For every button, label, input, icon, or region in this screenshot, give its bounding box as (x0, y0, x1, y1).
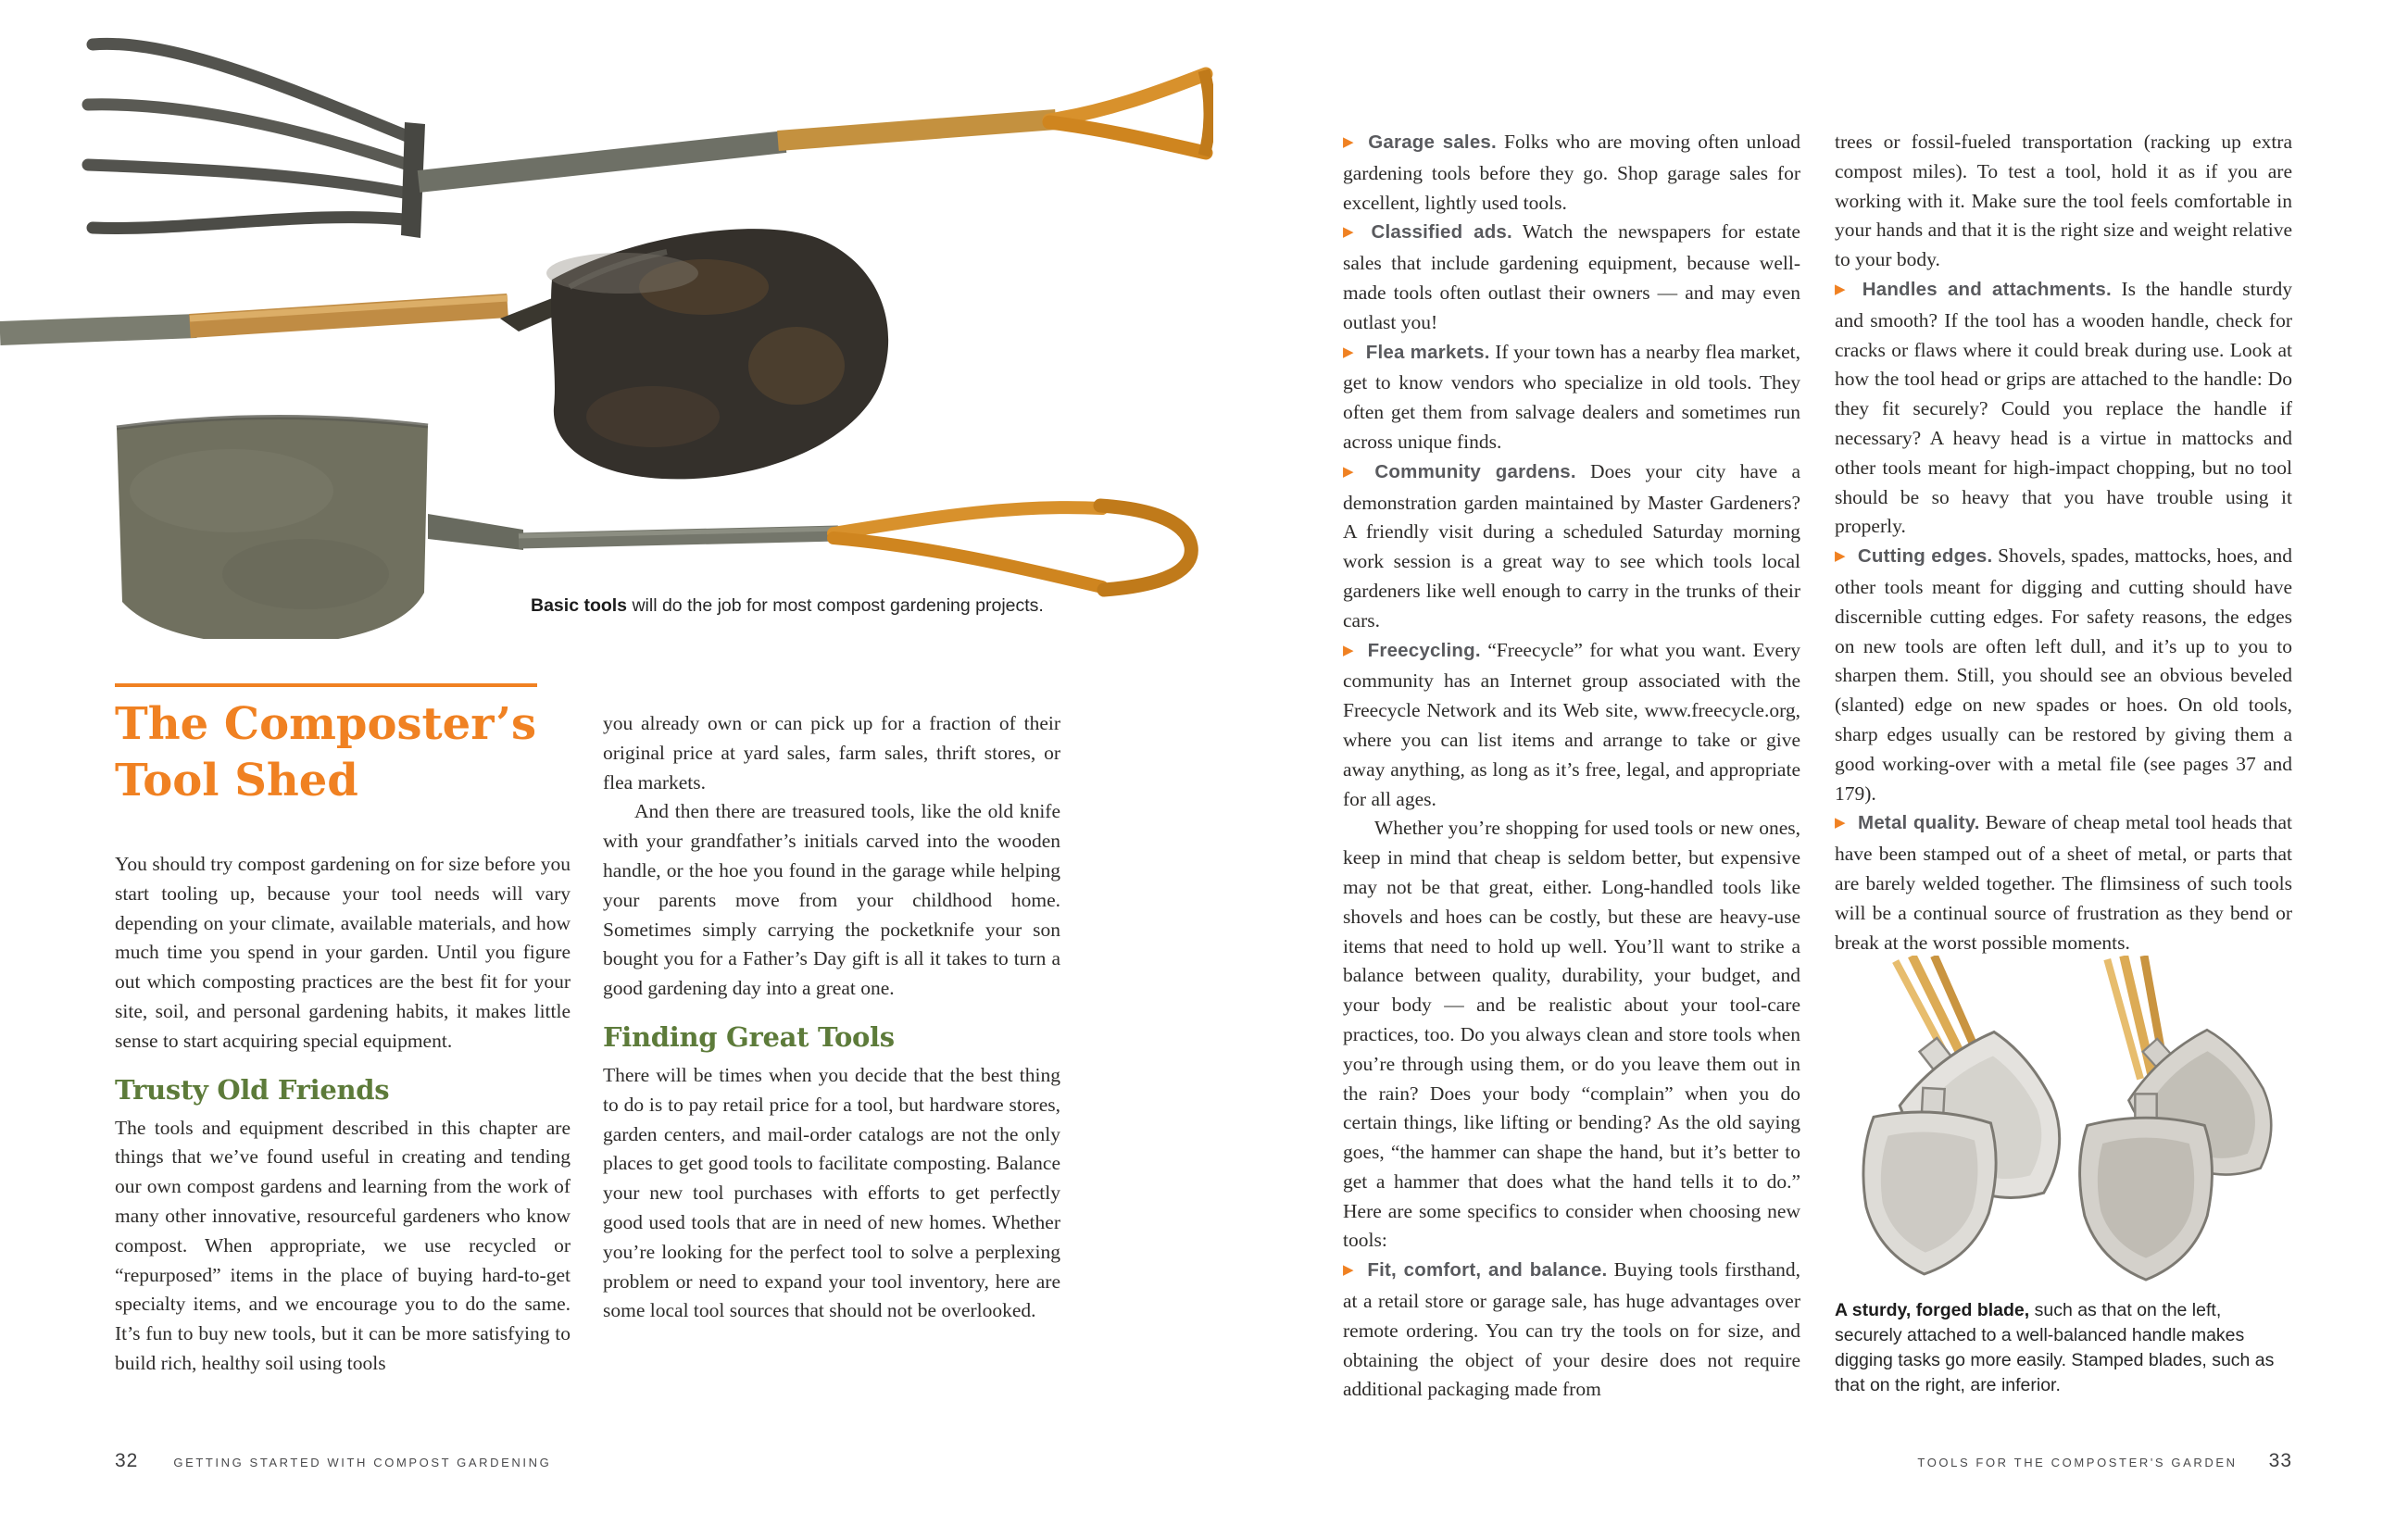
bullet-fit-comfort-balance (1343, 1256, 1800, 1405)
pitchfork (88, 44, 1210, 238)
illustration-caption (1835, 1298, 2277, 1398)
bullet-lead: Fit, comfort, and balance. (1367, 1259, 1608, 1282)
bullet-text: Does your city have a demonstration garden maintained by Master Gardeners? A friendly visit during a scheduled Saturday morning work session is a great way to see which tools local gardeners like well enough to carry in the trunks of their cars. (1343, 459, 1801, 631)
bullet-lead: Garage sales. (1368, 131, 1497, 153)
right-page-column-2 (1835, 128, 2292, 957)
bullet-handles-attachments (1835, 275, 2292, 542)
left-page-number: 32 (115, 1450, 139, 1471)
bullet-triangle-icon: ▶ (1343, 1261, 1356, 1279)
bullet-metal-quality (1835, 808, 2292, 957)
bullet-lead: Community gardens. (1374, 460, 1576, 482)
bullet-triangle-icon: ▶ (1343, 343, 1354, 360)
bullet-flea-markets (1343, 338, 1800, 457)
bullet-lead: Handles and attachments. (1862, 278, 2112, 300)
stamped-blade-group (2080, 956, 2301, 1280)
intro-paragraph: You should try compost gardening on for size before you start tooling up, because your tool needs will vary depending on your climate, available materials, and how much time you spend in your garden. Until you figure out which composting practices are the best fit for your site, soil, and personal gardening habits, it makes little sense to start acquiring special equipment. (115, 853, 571, 1052)
bullet-freecycling (1343, 636, 1800, 815)
bullet-classified-ads (1343, 218, 1800, 337)
bullet-text: If your town has a nearby flea market, get to know vendors who specialize in old tools. They often get them from salvage dealers and sometimes run across unique finds. (1343, 340, 1800, 453)
col2-paragraph-2: And then there are treasured tools, like the old knife with your grandfather’s initials carved into the wooden handle, or the hoe you found in the garage while helping your parents move from your childhood home. Sometimes simply carrying the pocketknife your son bought you for a Father’s Day gift is all it takes to turn a good gardening day into a great one. (603, 800, 1060, 1000)
bullet-lead: Metal quality. (1858, 812, 1980, 834)
bullet-text: Buying tools firsthand, at a retail store or garage sale, has huge advantages over remote ordering. You can try the tools on for size, and obtaining the object of your desire does not require additional packaging made from (1343, 1258, 1800, 1401)
bullet-triangle-icon: ▶ (1343, 133, 1357, 150)
right-running-title: TOOLS FOR THE COMPOSTER'S GARDEN (1917, 1456, 2238, 1469)
continuation-paragraph: trees or fossil-fueled transportation (racking up extra compost miles). To test a tool, hold it as if you are working with it. Make sure the tool feels comfortable in your hands and that it is the right size and weight relative to your body. (1835, 131, 2292, 271)
trusty-paragraph: The tools and equipment described in this chapter are things that we’ve found useful in creating and tending our own compost gardens and learning from the work of many other innovative, resourceful gardeners who know compost. When appropriate, we use recycled or “repurposed” items in the place of buying hard-to-get specialty items, and we encourage you to do the same. It’s fun to buy new tools, but it can be more satisfying to build rich, healthy soil using tools (115, 1116, 571, 1374)
bullet-triangle-icon: ▶ (1835, 280, 1850, 297)
left-running-title: GETTING STARTED WITH COMPOST GARDENING (173, 1456, 552, 1469)
illustration-caption-text: such as that on the left, securely attached to a well-balanced handle makes digging tasks go more easily. Stamped blades, such as that on the right, are inferior. (1835, 1300, 2275, 1395)
photo-caption-lead: Basic tools (531, 595, 628, 616)
left-page-column-1 (115, 850, 571, 1379)
bullet-community-gardens (1343, 457, 1800, 636)
illustration-caption-lead: A sturdy, forged blade, (1835, 1300, 2030, 1320)
bullet-text: Is the handle sturdy and smooth? If the tool has a wooden handle, check for cracks or flaws where it could break during use. Look at how the tool head or grips are attached to the handle: Do they fit securely? Could you replace the handle if necessary? A heavy head is a virtue in mattocks and other tools meant for high-impact chopping, but no tool should be so heavy that you have trouble using it properly. (1835, 277, 2292, 538)
garden-tools-photo (0, 9, 1213, 639)
title-rule (115, 683, 537, 687)
right-page-column-1 (1343, 128, 1800, 1405)
bullet-text: Watch the newspapers for estate sales that include gardening equipment, because well-made tools often outlast their owners — and may even outlast you! (1343, 220, 1800, 333)
bullet-cutting-edges (1835, 542, 2292, 808)
chapter-title (115, 696, 550, 809)
chapter-title-line1: The Composter’s (115, 698, 536, 750)
shopping-paragraph: Whether you’re shopping for used tools or new ones, keep in mind that cheap is seldom better, but expensive may not be that great, either. Long-handled tools like shovels and hoes can be costly, but these are heavy-use items that need to hold up well. You’ll want to strike a balance between quality, durability, your budget, and your body — and be realistic about your tool-care practices, too. Do you always clean and store tools when you’re through using them, or do you leave them out in the rain? Does your body “complain” when you do certain things, like lifting or bending? As the old saying goes, “the hammer can shape the hand, but it’s better to get a hammer that does what the hand tells it to do.” Here are some specifics to consider when choosing new tools: (1343, 817, 1800, 1252)
heading-trusty-old-friends: Trusty Old Friends (115, 1073, 390, 1106)
photo-caption (531, 595, 1123, 617)
bullet-text: Beware of cheap metal tool heads that have been stamped out of a sheet of metal, or parts that are barely welded together. The flimsiness of such tools will be a continual source of frustration as they bend or break at the worst possible moments. (1835, 811, 2292, 954)
bullet-triangle-icon: ▶ (1835, 547, 1846, 565)
bullet-text: “Freecycle” for what you want. Every community has an Internet group associated with the Freecycle Network and its Web site, www.freecycle.org, where you can list items and arrange to take or give away anything, as long as it’s free, legal, and appropriate for all ages. (1343, 638, 1801, 810)
bullet-triangle-icon: ▶ (1343, 223, 1360, 241)
chapter-title-line2: Tool Shed (115, 755, 358, 807)
bullet-lead: Cutting edges. (1857, 545, 1993, 568)
finding-paragraph: There will be times when you decide that the best thing to do is to pay retail price for a tool, but hardware stores, garden centers, and mail-order catalogs are not the only places to get good tools to facilitate composting. Balance your new tool purchases with efforts to get perfectly good used tools that are in need of new homes. Whether you’re looking for the perfect tool to solve a perplexing problem or need to expand your tool inventory, here are some local tool sources that should not be overlooked. (603, 1063, 1060, 1322)
photo-caption-text: will do the job for most compost gardening projects. (627, 595, 1044, 616)
bullet-lead: Flea markets. (1365, 341, 1490, 363)
shovel-blades-illustration (1840, 956, 2301, 1287)
bullet-lead: Freecycling. (1367, 639, 1481, 661)
bullet-text: Shovels, spades, mattocks, hoes, and other tools meant for digging and cutting should have discernible cutting edges. For safety reasons, the edges on new tools are often left dull, and it’s up to you to sharpen them. Still, you should see an obvious beveled (slanted) edge on new spades or hoes. On old tools, sharp edges usually can be restored by giving them a good working-over with a metal file (see pages 37 and 179). (1835, 544, 2292, 805)
chapter-title-block (115, 683, 550, 809)
bullet-garage-sales (1343, 128, 1800, 218)
bullet-lead: Classified ads. (1371, 221, 1512, 244)
heading-finding-great-tools: Finding Great Tools (603, 1020, 895, 1053)
bullet-text: Folks who are moving often unload gardening tools before they go. Shop garage sales for excellent, lightly used tools. (1343, 131, 1800, 214)
bullet-triangle-icon: ▶ (1835, 814, 1847, 832)
left-page-column-2 (603, 709, 1060, 1326)
forged-blade-group (1858, 956, 2097, 1278)
col2-paragraph-1: you already own or can pick up for a fraction of their original price at yard sales, farm sales, thrift stores, or flea markets. (603, 712, 1060, 794)
right-footer (1835, 1450, 2292, 1472)
left-footer (115, 1450, 551, 1472)
bullet-triangle-icon: ▶ (1343, 462, 1363, 480)
bullet-triangle-icon: ▶ (1343, 641, 1356, 658)
right-page-number: 33 (2268, 1450, 2292, 1471)
